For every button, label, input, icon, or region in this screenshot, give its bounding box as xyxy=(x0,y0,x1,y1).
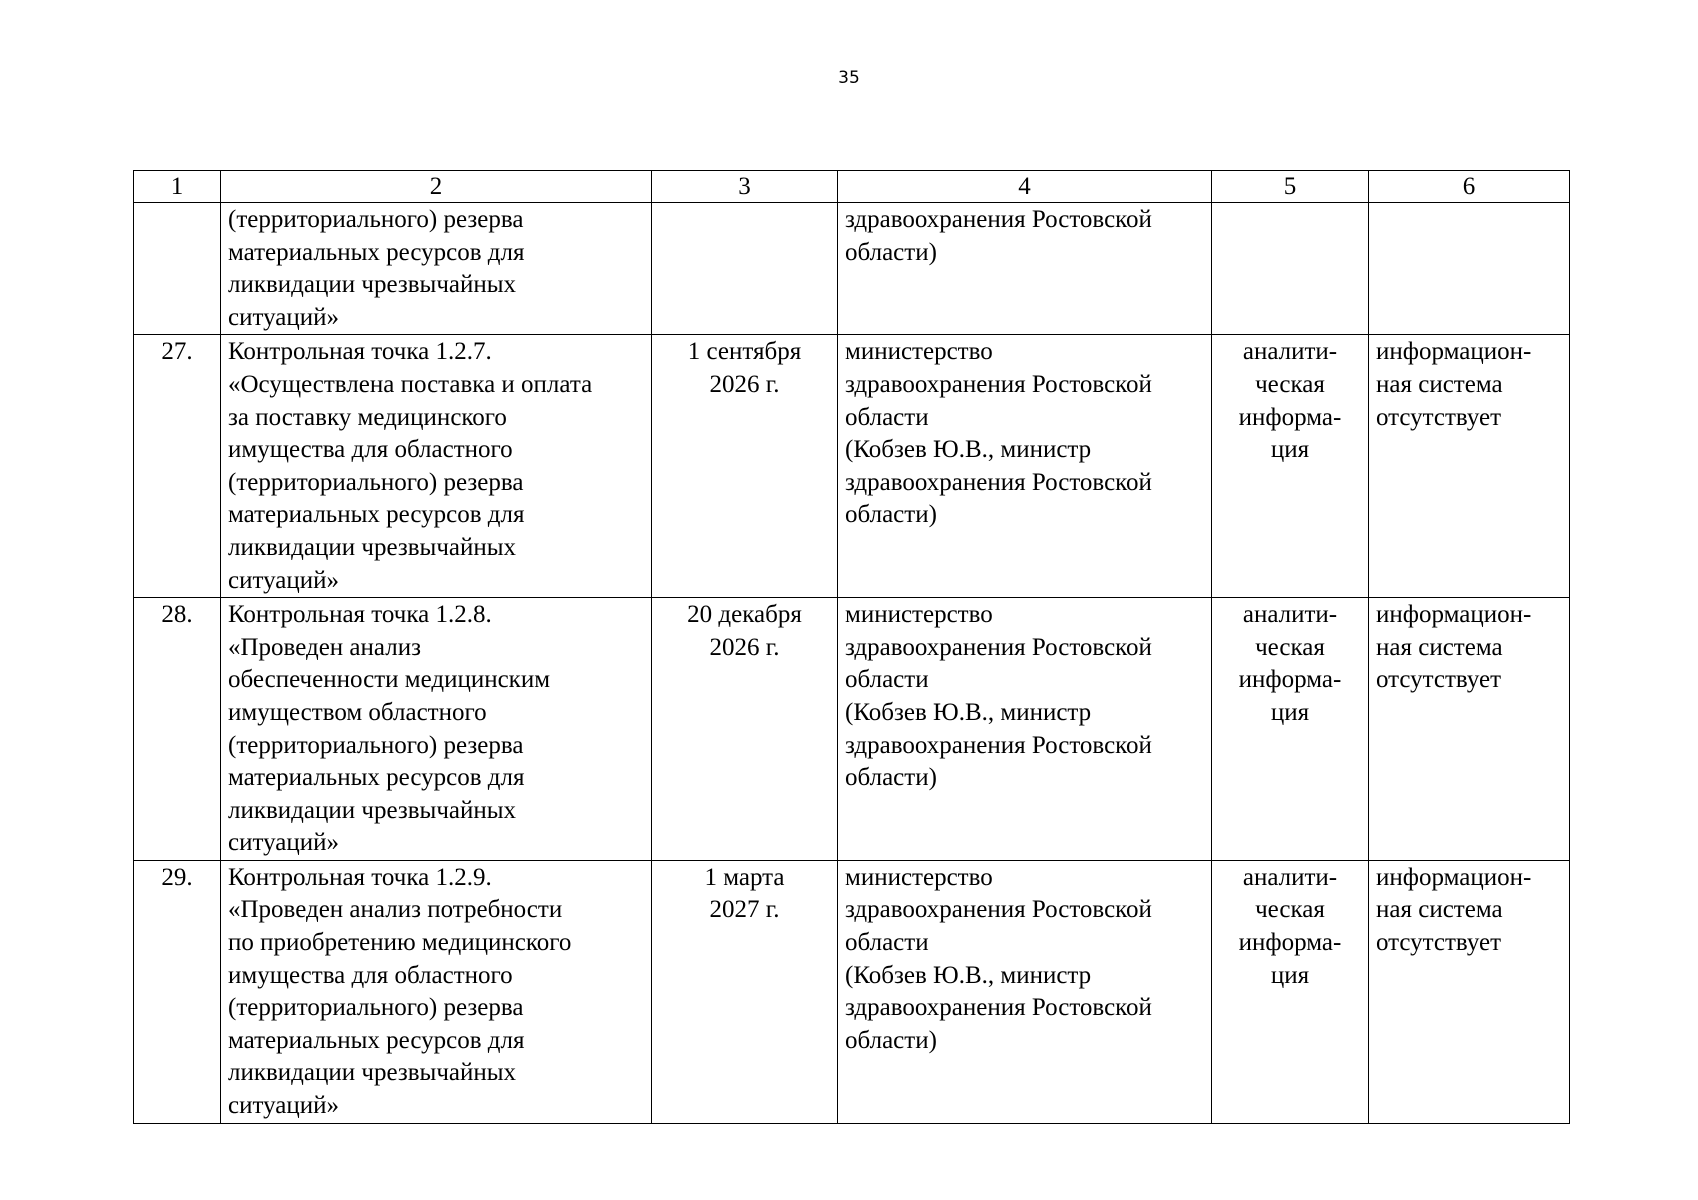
cell-text-line: (Кобзев Ю.В., министр xyxy=(845,698,1092,726)
header-cell: 6 xyxy=(1369,171,1570,203)
page-number: 35 xyxy=(838,68,860,88)
cell-text-line: ситуаций» xyxy=(228,303,339,331)
header-cell: 5 xyxy=(1212,171,1369,203)
cell-text-line: информацион- xyxy=(1376,601,1532,629)
cell-text-line: 2026 г. xyxy=(709,370,780,398)
cell-text-line: области) xyxy=(845,764,937,792)
cell-text-line: ная система xyxy=(1376,896,1503,924)
cell-text-line: отсутствует xyxy=(1376,666,1502,694)
cell-text-line: отсутствует xyxy=(1376,403,1502,431)
cell-text-line: (территориального) резерва xyxy=(228,206,524,233)
document-type-cell xyxy=(1212,598,1369,861)
row-number-cell xyxy=(134,860,221,1123)
cell-text-line: 2026 г. xyxy=(709,633,780,661)
info-system-cell xyxy=(1369,335,1570,598)
cell-text-line: аналити- xyxy=(1242,601,1338,629)
cell-text-line: 28. xyxy=(161,601,193,629)
row-number-cell xyxy=(134,335,221,598)
row-number-cell xyxy=(134,598,221,861)
cell-text-line: отсутствует xyxy=(1376,929,1502,957)
cell-text-line: материальных ресурсов для xyxy=(228,1026,525,1054)
cell-text-line: «Проведен анализ xyxy=(228,633,421,661)
cell-text-line: имуществом областного xyxy=(228,698,487,726)
cell-text-line: ция xyxy=(1270,436,1310,464)
cell-text-line: информа- xyxy=(1238,929,1342,957)
document-table xyxy=(133,170,1570,1124)
cell-text-line: информацион- xyxy=(1376,338,1532,366)
cell-text-line: здравоохранения Ростовской xyxy=(845,731,1152,759)
cell-text-line: ция xyxy=(1270,698,1310,726)
cell-text-line: здравоохранения Ростовской xyxy=(845,994,1152,1022)
cell-text-line: ческая xyxy=(1255,633,1325,661)
info-system-cell xyxy=(1369,598,1570,861)
cell-text-line: 29. xyxy=(161,863,193,891)
cell-text-line: ная система xyxy=(1376,370,1503,398)
cell-text-line: Контрольная точка 1.2.8. xyxy=(228,601,492,629)
cell-text-line: здравоохранения Ростовской xyxy=(845,896,1152,924)
cell-text-line: области xyxy=(845,403,929,431)
header-cell: 2 xyxy=(221,171,652,203)
responsible-cell xyxy=(838,598,1212,861)
event-name-cell xyxy=(221,598,652,861)
cell-text-line: аналити- xyxy=(1242,863,1338,891)
cell-text-line: 2027 г. xyxy=(709,896,780,924)
document-type-cell xyxy=(1212,203,1369,335)
table-row xyxy=(134,203,1570,335)
cell-text-line: обеспеченности медицинским xyxy=(228,666,551,694)
cell-text-line: имущества для областного xyxy=(228,961,513,989)
deadline-cell xyxy=(652,860,838,1123)
cell-text-line: ция xyxy=(1270,961,1310,989)
cell-text-line: здравоохранения Ростовской xyxy=(845,468,1152,496)
cell-text-line: области xyxy=(845,666,929,694)
header-cell: 4 xyxy=(838,171,1212,203)
cell-text-line: материальных ресурсов для xyxy=(228,238,525,266)
deadline-cell xyxy=(652,335,838,598)
cell-text-line: Контрольная точка 1.2.7. xyxy=(228,338,492,366)
cell-text-line: аналити- xyxy=(1242,338,1338,366)
document-type-cell xyxy=(1212,860,1369,1123)
cell-text-line: материальных ресурсов для xyxy=(228,501,525,529)
responsible-cell xyxy=(838,203,1212,335)
cell-text-line: «Проведен анализ потребности xyxy=(228,896,563,924)
cell-text-line: 1 сентября xyxy=(687,338,802,366)
cell-text-line: ситуаций» xyxy=(228,566,339,594)
cell-text-line: министерство xyxy=(845,338,993,366)
cell-text-line: по приобретению медицинского xyxy=(228,929,572,957)
cell-text-line: информа- xyxy=(1238,403,1342,431)
deadline-cell xyxy=(652,598,838,861)
cell-text-line: ликвидации чрезвычайных xyxy=(228,796,517,824)
cell-text-line: области) xyxy=(845,1026,937,1054)
cell-text-line: (территориального) резерва xyxy=(228,731,524,759)
info-system-cell xyxy=(1369,860,1570,1123)
cell-text-line: ситуаций» xyxy=(228,829,339,857)
cell-text-line: 27. xyxy=(161,338,193,366)
responsible-cell xyxy=(838,335,1212,598)
cell-text-line: (Кобзев Ю.В., министр xyxy=(845,436,1092,464)
cell-text-line: (территориального) резерва xyxy=(228,468,524,496)
row-number-cell xyxy=(134,203,221,335)
cell-text-line: министерство xyxy=(845,863,993,891)
cell-text-line: 20 декабря xyxy=(687,601,802,629)
cell-text-line: ческая xyxy=(1255,370,1325,398)
table-row xyxy=(134,860,1570,1123)
table-row xyxy=(134,335,1570,598)
cell-text-line: ческая xyxy=(1255,896,1325,924)
cell-text-line: «Осуществлена поставка и оплата xyxy=(228,370,593,398)
cell-text-line: ситуаций» xyxy=(228,1092,339,1120)
cell-text-line: информацион- xyxy=(1376,863,1532,891)
cell-text-line: информа- xyxy=(1238,666,1342,694)
cell-text-line: ликвидации чрезвычайных xyxy=(228,271,517,299)
header-cell: 3 xyxy=(652,171,838,203)
table-header-row xyxy=(134,171,1570,203)
cell-text-line: здравоохранения Ростовской xyxy=(845,206,1152,233)
cell-text-line: здравоохранения Ростовской xyxy=(845,633,1152,661)
table-row xyxy=(134,598,1570,861)
cell-text-line: материальных ресурсов для xyxy=(228,764,525,792)
event-name-cell xyxy=(221,860,652,1123)
responsible-cell xyxy=(838,860,1212,1123)
cell-text-line: области) xyxy=(845,238,937,266)
header-cell: 1 xyxy=(134,171,221,203)
cell-text-line: имущества для областного xyxy=(228,436,513,464)
cell-text-line: за поставку медицинского xyxy=(228,403,507,431)
event-name-cell xyxy=(221,335,652,598)
cell-text-line: (Кобзев Ю.В., министр xyxy=(845,961,1092,989)
cell-text-line: 1 марта xyxy=(704,863,785,891)
info-system-cell xyxy=(1369,203,1570,335)
deadline-cell xyxy=(652,203,838,335)
cell-text-line: министерство xyxy=(845,601,993,629)
cell-text-line: области xyxy=(845,929,929,957)
cell-text-line: Контрольная точка 1.2.9. xyxy=(228,863,492,891)
cell-text-line: ликвидации чрезвычайных xyxy=(228,1059,517,1087)
event-name-cell xyxy=(221,203,652,335)
cell-text-line: ликвидации чрезвычайных xyxy=(228,533,517,561)
cell-text-line: здравоохранения Ростовской xyxy=(845,370,1152,398)
cell-text-line: области) xyxy=(845,501,937,529)
table-body xyxy=(134,203,1570,1124)
cell-text-line: ная система xyxy=(1376,633,1503,661)
cell-text-line: (территориального) резерва xyxy=(228,994,524,1022)
document-type-cell xyxy=(1212,335,1369,598)
